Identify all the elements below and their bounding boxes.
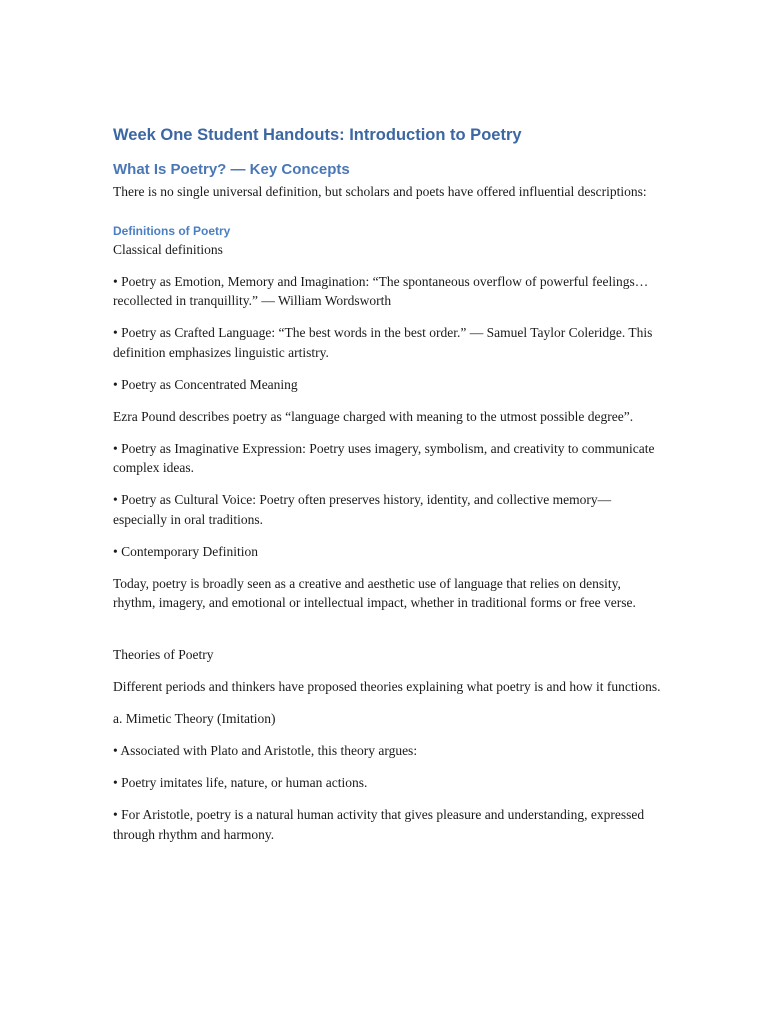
paragraph-cultural-voice: • Poetry as Cultural Voice: Poetry often preserves history, identity, and collective memory—especially in oral traditions.	[113, 492, 612, 527]
paragraph-theories-intro: Different periods and thinkers have proposed theories explaining what poetry is and how it functions.	[113, 679, 661, 694]
spacer	[113, 625, 661, 645]
paragraph-theories-heading: Theories of Poetry	[113, 647, 214, 662]
definitions-subheading: Definitions of Poetry	[113, 223, 231, 238]
paragraph-concentrated-meaning: • Poetry as Concentrated Meaning	[113, 376, 298, 392]
paragraph-contemporary-definition: • Contemporary Definition	[113, 543, 258, 559]
paragraph-ezra-pound: Ezra Pound describes poetry as “language charged with meaning to the utmost possible degree”.	[113, 408, 634, 424]
paragraph-mimetic-theory: a. Mimetic Theory (Imitation)	[113, 711, 276, 726]
paragraph-coleridge: • Poetry as Crafted Language: “The best words in the best order.” — Samuel Taylor Coleridge. This definition emphasizes linguistic artistry.	[113, 325, 653, 360]
paragraph-aristotle-pleasure: • For Aristotle, poetry is a natural human activity that gives pleasure and understanding, expressed through rhythm and harmony.	[113, 807, 645, 842]
paragraph-imaginative-expression: • Poetry as Imaginative Expression: Poetry uses imagery, symbolism, and creativity to communicate complex ideas.	[113, 440, 655, 475]
section-heading: What Is Poetry? — Key Concepts	[113, 161, 350, 178]
paragraph-wordsworth: • Poetry as Emotion, Memory and Imagination: “The spontaneous overflow of powerful feelings… recollected in tranquillity.” — William Wordsworth	[113, 273, 649, 308]
intro-paragraph: There is no single universal definition, but scholars and poets have offered influential descriptions:	[113, 184, 647, 199]
document-title: Week One Student Handouts: Introduction to Poetry	[113, 126, 522, 144]
paragraph-imitates-life: • Poetry imitates life, nature, or human actions.	[113, 775, 368, 790]
document-page	[113, 124, 661, 857]
paragraph-plato-aristotle: • Associated with Plato and Aristotle, this theory argues:	[113, 743, 418, 758]
paragraph-classical-definitions: Classical definitions	[113, 241, 223, 257]
paragraph-today: Today, poetry is broadly seen as a creative and aesthetic use of language that relies on density, rhythm, imagery, and emotional or intellectual impact, whether in traditional forms or free verse.	[113, 575, 636, 610]
